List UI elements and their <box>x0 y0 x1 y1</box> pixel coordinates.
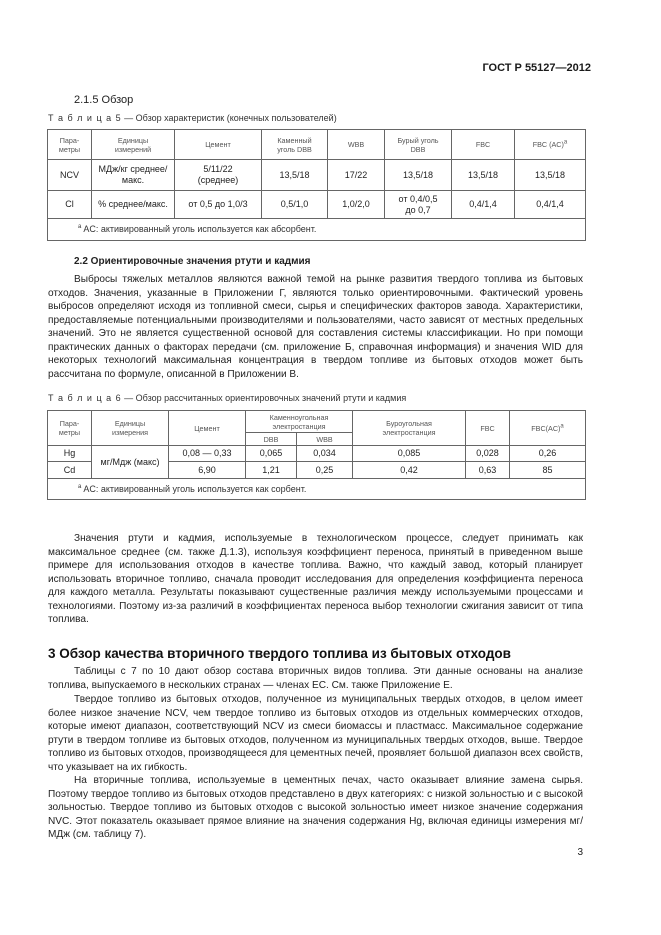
table-6-caption-text: — Обзор рассчитанных ориентировочных значений ртути и кадмия <box>121 393 407 403</box>
table-cell: 0,26 <box>510 446 586 462</box>
t5-header-lignite-dbb: Бурый уголь DBB <box>385 130 452 160</box>
table-cell: 13,5/18 <box>262 160 328 191</box>
table-cell: от 0,4/0,5 до 0,7 <box>385 191 452 219</box>
table-cell: % среднее/макс. <box>92 191 175 219</box>
t6-header-dbb: DBB <box>246 433 297 446</box>
table-5-header-row <box>48 130 586 160</box>
table-cell: 1,0/2,0 <box>328 191 385 219</box>
table-6-header-row-1 <box>48 411 586 433</box>
t6-header-fbc-ac-label: FBC(AC) <box>531 423 561 433</box>
table-cell: 5/11/22 (среднее) <box>175 160 262 191</box>
table-5-caption <box>48 113 337 123</box>
t6-header-fbc-ac <box>510 411 586 446</box>
section-3-title: 3 Обзор качества вторичного твердого топлива из бытовых отходов <box>48 646 511 661</box>
table-cell: МДж/кг среднее/ макс. <box>92 160 175 191</box>
table-cell: 0,08 — 0,33 <box>169 446 246 462</box>
t5-header-param: Пара- метры <box>48 130 92 160</box>
table-cell: Hg <box>48 446 92 462</box>
table-6-footnote <box>48 479 586 500</box>
section-2-2-title: 2.2 Ориентировочные значения ртути и кадмия <box>74 256 311 267</box>
standard-number: ГОСТ Р 55127—2012 <box>482 62 591 74</box>
t5-header-coal-dbb: Каменный уголь DBB <box>262 130 328 160</box>
table-cell: 0,25 <box>297 462 353 479</box>
t5-header-wbb: WBB <box>328 130 385 160</box>
t5-footnote-mark: a <box>78 224 82 230</box>
table-cell: 13,5/18 <box>515 160 586 191</box>
table-6 <box>47 410 586 500</box>
t5-footnote-text: AC: активированный уголь используется как абсорбент. <box>81 224 317 234</box>
t5-header-units: Единицы измерений <box>92 130 175 160</box>
t5-header-fbc-ac-label: FBC (AC) <box>532 140 564 149</box>
t6-header-wbb: WBB <box>297 433 353 446</box>
t6-header-cement: Цемент <box>169 411 246 446</box>
table-cell: NCV <box>48 160 92 191</box>
table-cell: 0,065 <box>246 446 297 462</box>
table-cell: Cd <box>48 462 92 479</box>
table-5 <box>47 129 586 241</box>
section-3-paragraph-2: Твердое топливо из бытовых отходов, полученное из муниципальных твердых отходов, в целом имеет более низкое значение NCV, чем твердое топливо из бытовых отходов из отдельных коммерческих отходов, которые имеют диапазон, соответствующий NCV из смеси биомассы и пластмасс. Максимальное содержание ртути в твердом топливе из бытовых отходов, полученном из муниципальных твердых отходов, выше. Твердое топливо из бытовых отходов, производящееся для цементных печей, проявляет большой диапазон всех свойств, что указывает на их гибкость. <box>48 694 583 773</box>
t6-header-units: Единицы измерения <box>92 411 169 446</box>
table-cell: 1,21 <box>246 462 297 479</box>
section-3-paragraph-1: Таблицы с 7 по 10 дают обзор состава вторичных видов топлива. Эти данные основаны на анализе топлива, выпускаемого в нескольких странах — членах ЕС. См. также Приложение Е. <box>48 666 583 691</box>
paragraph-after-table-6: Значения ртути и кадмия, используемые в технологическом процессе, следует принимать как максимальное среднее (см. также Д.1.3), используя коэффициент переноса, принятый в приведенном выше примере для использования отходов в качестве топлива. Важно, что каждый завод, который планирует использовать вторичное топливо, сначала проводит исследования для определения коэффициента переноса для каждого металла. Результаты показывают существенные различия между используемыми процессами и технологиями. Поэтому из-за различий в коэффициентах переноса выбор технологии сжигания зависит от типа топлива. <box>48 533 583 625</box>
t5-header-fbc-ac-sup: a <box>563 139 568 146</box>
t6-header-coal-plant: Каменноугольная электростанция <box>246 411 353 433</box>
table-cell: 13,5/18 <box>385 160 452 191</box>
t6-header-fbc: FBC <box>466 411 510 446</box>
table-6-footnote-row <box>48 479 586 500</box>
table-5-caption-prefix: Т а б л и ц а 5 <box>48 113 122 123</box>
t6-header-param: Пара- метры <box>48 411 92 446</box>
table-row <box>48 191 586 219</box>
t6-footnote-text: AC: активированный уголь используется как сорбент. <box>81 483 307 494</box>
table-cell: Cl <box>48 191 92 219</box>
table-cell: 0,028 <box>466 446 510 462</box>
table-cell: 0,085 <box>353 446 466 462</box>
table-6-caption <box>48 393 406 403</box>
t6-footnote-mark: a <box>78 483 82 490</box>
table-cell: 0,42 <box>353 462 466 479</box>
table-cell: 0,4/1,4 <box>515 191 586 219</box>
table-cell: 17/22 <box>328 160 385 191</box>
table-cell: 0,5/1,0 <box>262 191 328 219</box>
section-2-2-paragraph: Выбросы тяжелых металлов являются важной темой на рынке развития твердого топлива из бытовых отходов. Значения, указанные в Приложении Г, являются только ориентировочными. Фактический уровень выбросов определяют исходя из топливной смеси, сырья и специфических факторов завода. Характеристики, предоставляемые потенциальными производителями и пользователями, часто зависят от местных предельных значений. Это не является существенной основой для составления системы классификации. Но при помощи практических данных о факторах передачи (см. приложение Б, справочная информация) и значения WID для некоторых технологий максимальная концентрация в твердом топливе из бытовых отходов может быть рассчитана по формуле, описанной в Приложении В. <box>48 274 583 380</box>
section-3-paragraph-3: На вторичные топлива, используемые в цементных печах, часто оказывает влияние замена сырья. Поэтому твердое топливо из бытовых отходов представлено в двух категориях: с низкой зольностью и с высокой зольностью. Твердое топливо из бытовых отходов с высокой зольностью имеет низкое значение содержания NVC. Этот показатель оказывает прямое влияние на значения содержания Hg, включая единицы измерения мг/МДж (см. таблицу 7). <box>48 775 583 840</box>
t6-header-lignite-plant: Буроугольная электростанция <box>353 411 466 446</box>
table-cell: 0,4/1,4 <box>452 191 515 219</box>
table-5-footnote <box>48 219 586 241</box>
table-5-caption-text: — Обзор характеристик (конечных пользователей) <box>121 113 337 123</box>
t5-header-fbc: FBC <box>452 130 515 160</box>
table-row <box>48 446 586 462</box>
t6-unit-cell: мг/Мдж (макс) <box>92 446 169 479</box>
table-cell: 13,5/18 <box>452 160 515 191</box>
table-cell: 6,90 <box>169 462 246 479</box>
t5-header-fbc-ac <box>515 130 586 160</box>
table-row <box>48 160 586 191</box>
table-cell: 0,034 <box>297 446 353 462</box>
table-cell: от 0,5 до 1,0/3 <box>175 191 262 219</box>
page-number: 3 <box>577 847 583 858</box>
table-cell: 85 <box>510 462 586 479</box>
section-2-1-5-title: 2.1.5 Обзор <box>74 94 134 106</box>
t6-header-fbc-ac-sup: a <box>560 423 564 430</box>
table-5-footnote-row <box>48 219 586 241</box>
t5-header-cement: Цемент <box>175 130 262 160</box>
table-cell: 0,63 <box>466 462 510 479</box>
table-6-caption-prefix: Т а б л и ц а 6 <box>48 393 122 403</box>
